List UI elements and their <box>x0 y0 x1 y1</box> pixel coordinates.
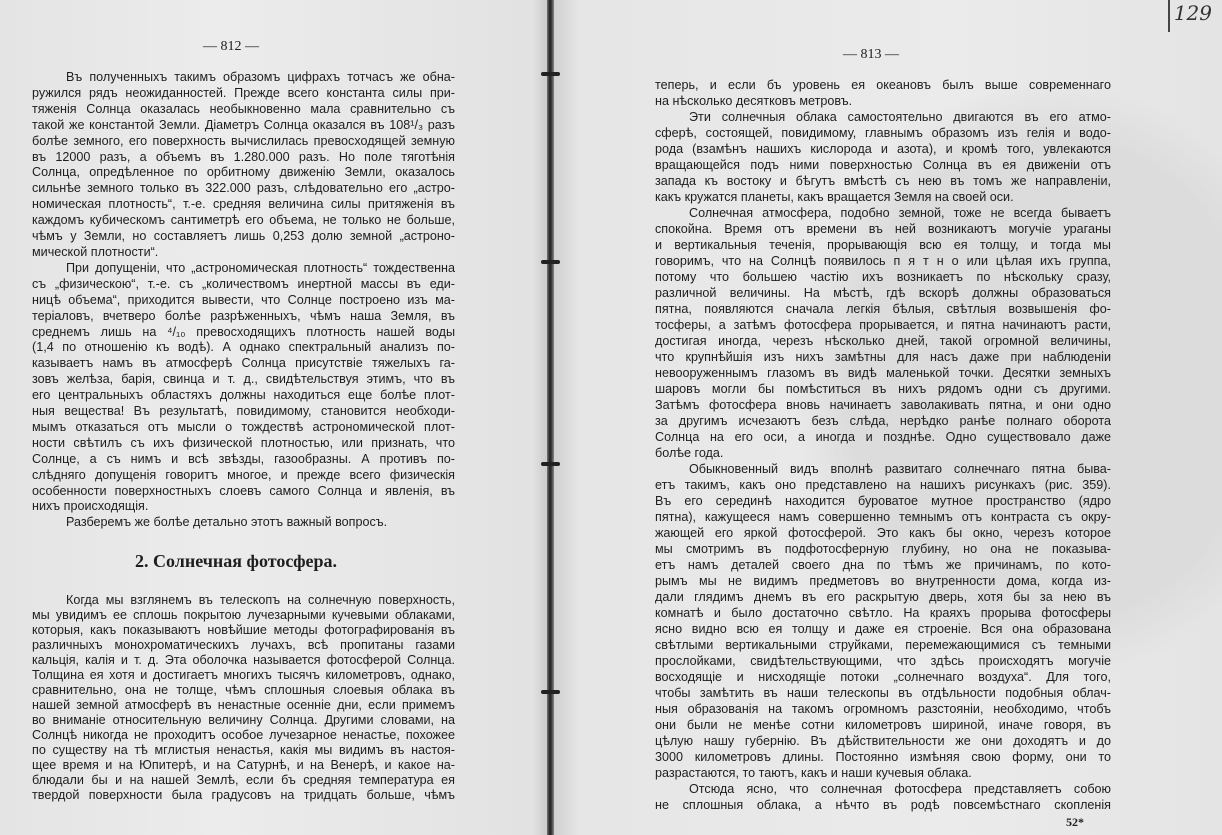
binding-stitch <box>541 260 560 264</box>
text-line: (1,4 по отношенію къ водѣ). А однако спектральный анализъ по- <box>32 340 455 355</box>
text-line: Эти солнечныя облака самостоятельно двигаются въ его атмо- <box>689 110 1111 124</box>
text-line: ясно видно всю ея толщу и даже ея строеніе. Вся она образована <box>655 622 1111 636</box>
paragraph <box>655 461 1111 781</box>
book-spine <box>547 0 554 835</box>
paragraph <box>655 205 1111 461</box>
text-line: сильнѣе земного только въ 322.000 разъ, слѣдовательно его „астро- <box>32 181 455 196</box>
text-line: ныя образованія на такомъ огромномъ разстояніи, необходимо, чтобъ <box>655 702 1111 716</box>
text-line: рымъ мы не видимъ предметовъ во внутренности дома, когда из- <box>655 574 1111 588</box>
text-line: мы увидимъ ее сплошь покрытою лучезарными кучевыми облаками, <box>32 608 455 622</box>
text-line: мы смотримъ въ подфотосферную глубину, но она не показыва- <box>655 542 1111 556</box>
text-line: болѣе земного, его поверхность вычислилась превосходящей земную <box>32 133 455 148</box>
text-line: на нѣсколько десятковъ метровъ. <box>655 94 853 108</box>
text-line: свѣтлыми вертикальными струйками, перемежающимися съ темными <box>655 638 1111 652</box>
text-line: теріаловъ, вчетверо болѣе разрѣженныхъ, чѣмъ наша Земля, въ <box>32 308 455 323</box>
text-line: жающей его яркой фотосферой. Это какъ бы окно, черезъ которое <box>655 526 1111 540</box>
paragraph <box>655 781 1111 813</box>
text-line: сравнительно, она не толще, чѣмъ сплошныя слоевыя облака въ <box>32 683 455 697</box>
paragraph <box>32 515 455 531</box>
text-line: Солнечная атмосфера, подобно земной, тоже не всегда бываетъ <box>689 206 1111 220</box>
text-line: пятна), кажущееся намъ совершенно темнымъ отъ контраста съ окру- <box>655 510 1111 524</box>
text-line: тяженія Солнца оказалась необыкновенно мала сравнительно съ <box>32 101 455 116</box>
text-line: етъ такимъ, какъ оно представлено на нашихъ рисункахъ (рис. 359). <box>655 478 1111 492</box>
page-number: — 813 — <box>843 47 899 62</box>
binding-stitch <box>541 462 560 466</box>
text-line: дали глядимъ днемъ въ его раскрытую дверь, хотя бы за нею въ <box>655 590 1111 604</box>
text-line: во вниманіе относительную величину Солнца. Другими словами, на <box>32 713 455 727</box>
text-line: кальція, калія и т. д. Эта оболочка называется фотосферой Солнца. <box>32 653 455 667</box>
text-line: Солнца, опредѣленное по орбитному движенію Земли, оказалось <box>32 165 455 180</box>
text-line: мической плотности“. <box>32 244 159 259</box>
text-line: При допущеніи, что „астрономическая плотность“ тождественна <box>66 260 455 275</box>
text-line: Въ полученныхъ такимъ образомъ цифрахъ тотчасъ же обна- <box>66 70 455 84</box>
text-line: такой же константой Земли. Діаметръ Солнца оказался въ 108¹/₃ разъ <box>32 117 455 132</box>
text-line: ружился рядъ неожиданностей. Прежде всего константа силы при- <box>32 85 455 100</box>
text-line: ницѣ объема“, приходится вывести, что Солнце построено изъ ма- <box>32 292 455 307</box>
text-line: блюдали бы и на нашей Землѣ, если бъ средняя температура ея <box>32 773 455 787</box>
text-line: мымъ отказаться отъ мысли о тождествѣ астрономической плот- <box>32 419 455 434</box>
text-line: различной величины. На мѣстѣ, гдѣ вскорѣ должны образоваться <box>655 286 1111 300</box>
text-line: прослойками, свидѣтельствующими, что здѣсь происходятъ могучіе <box>655 654 1111 668</box>
text-line: и вертикальныя теченія, прорывающія всю ея толщу, и тогда мы <box>655 238 1111 252</box>
signature-mark: 52* <box>1066 815 1084 829</box>
binding-stitch <box>541 690 560 694</box>
text-line: чѣмъ у Земли, но составляетъ лишь 0,253 долю земной „астроно- <box>32 229 455 244</box>
text-line: запада къ востоку и бѣгутъ вмѣстѣ съ нею въ томъ же направленіи, <box>655 174 1111 188</box>
text-line: различныхъ монохроматическихъ лучахъ, всѣ пропитаны газами <box>32 638 455 652</box>
text-block <box>655 77 1111 813</box>
text-line: въ 12000 разъ, а объемъ въ 1.280.000 разъ. Но поле тяготѣнія <box>32 149 455 164</box>
text-line: каждомъ кубическомъ сантиметрѣ его объема, не только не больше, <box>32 213 455 228</box>
text-line: Солнце, а съ нимъ и всѣ звѣзды, газообразны. А противъ по- <box>32 451 455 466</box>
text-block <box>32 593 455 803</box>
text-line: теперь, и если бъ уровень ея океановъ былъ выше современнаго <box>655 78 1111 92</box>
text-line: Когда мы взглянемъ въ телескопъ на солнечную поверхность, <box>66 593 455 607</box>
text-line: чтобы замѣтить въ наши телескопы въ отдѣльности подобныя облач- <box>655 686 1111 700</box>
text-line: комнатѣ и было достаточно свѣтло. На краяхъ прорыва фотосферы <box>655 606 1111 620</box>
text-line: восходящіе и нисходящіе потоки „солнечнаго воздуха“. Для того, <box>655 670 1111 684</box>
text-line: какъ кружатся планеты, какъ вращается Земля на своей оси. <box>655 190 1014 204</box>
text-line: шаровъ могли бы помѣститься въ нихъ рядомъ одни съ другими. <box>655 382 1111 396</box>
text-line: Затѣмъ фотосфера вновь начинаетъ заволакивать пятна, и они одно <box>655 398 1111 412</box>
text-line: по существу на тѣ мглистыя ненастья, какія мы видимъ въ настоя- <box>32 743 455 757</box>
text-line: особенности поверхностныхъ слоевъ самого Солнца и явленія, въ <box>32 483 455 498</box>
text-line: нашей земной атмосферѣ въ ненастные осенніе дни, если примемъ <box>32 698 455 712</box>
text-line: номическая плотность“, т.-е. средняя величина силы притяженія въ <box>32 197 455 212</box>
text-line: ныя вещества! Въ результатѣ, повидимому, становится необходи- <box>32 404 455 419</box>
text-line: Въ его серединѣ находится буроватое мутное пространство (ядро <box>655 494 1111 508</box>
text-line: Солнца на его оси, а иногда и позднѣе. Одно существовало даже <box>655 430 1111 444</box>
text-line: за другимъ исчезаютъ безъ слѣда, нерѣдко ранѣе полнаго оборота <box>655 414 1111 428</box>
text-line: нихъ происходящія. <box>32 499 149 514</box>
right-page <box>553 0 1222 835</box>
section-heading: 2. Солнечная фотосфера. <box>135 551 338 571</box>
paragraph <box>655 109 1111 205</box>
text-block <box>32 70 455 531</box>
text-line: они были не менѣе сотни километровъ шириной, иначе говоря, въ <box>655 718 1111 732</box>
paragraph <box>32 70 455 261</box>
text-line: вращающейся подъ ними поверхностью Солнца въ ея движеніи отъ <box>655 158 1111 172</box>
text-line: среднемъ лишь на ⁴/₁₀ превосходящихъ плотность нашей воды <box>32 324 455 339</box>
text-line: слѣдняго допущенія говоритъ многое, и прежде всего физическія <box>32 467 455 482</box>
text-line: достигая иногда, черезъ нѣсколько дней, такой огромной величины, <box>655 334 1111 348</box>
paragraph <box>655 77 1111 109</box>
text-line: говоримъ, что на Солнцѣ появилось п я т н о или цѣлая ихъ группа, <box>655 254 1111 268</box>
page-number: — 812 — <box>203 39 259 54</box>
text-line: казываетъ намъ въ атмосферѣ Солнца присутствіе тяжелыхъ га- <box>32 356 455 371</box>
text-line: цѣлую нашу губернію. Въ дѣйствительности же они доходятъ и до <box>655 734 1111 748</box>
text-line: его центральныхъ областяхъ должны находиться еще болѣе плот- <box>32 388 455 403</box>
handwritten-page-number: 129 <box>1168 0 1212 32</box>
text-line: не сплошныя облака, а нѣчто въ родѣ повсемѣстнаго скопленія <box>655 798 1111 812</box>
binding-stitch <box>541 72 560 76</box>
text-line: Обыкновенный видъ вполнѣ развитаго солнечнаго пятна быва- <box>689 462 1111 476</box>
text-line: рода (взамѣнъ нашихъ кислорода и азота), и кромѣ того, увлекаются <box>655 142 1111 156</box>
text-line: Отсюда ясно, что солнечная фотосфера представляетъ собою <box>689 782 1111 796</box>
text-line: тосферы, а затѣмъ фотосфера прорывается, и пятна начинаютъ расти, <box>655 318 1111 332</box>
text-line: съ „физическою“, т.-е. съ „количествомъ инертной массы въ еди- <box>32 276 455 291</box>
text-line: твердой поверхности была градусовъ на тридцать больше, чѣмъ <box>32 788 455 802</box>
text-line: пятна, появляются сначала легкія бѣлыя, свѣтлыя возвышенія фо- <box>655 302 1111 316</box>
text-line: етъ намъ деталей своего дна по тѣмъ же причинамъ, по кото- <box>655 558 1111 572</box>
text-line: что крупнѣйшія изъ нихъ замѣтны для насъ даже при наблюденіи <box>655 350 1111 364</box>
text-line: Солнцѣ никогда не проходитъ особое лучезарное ненастье, похожее <box>32 728 455 742</box>
text-line: зовъ желѣза, барія, свинца и т. д., свидѣтельствуя этимъ, что въ <box>32 372 455 387</box>
paragraph <box>32 593 455 803</box>
text-line: болѣе года. <box>655 446 724 460</box>
text-line: потому что большею частію ихъ возникаетъ по нѣскольку сразу, <box>655 270 1111 284</box>
left-page <box>0 0 549 835</box>
text-line: 3000 километровъ длины. Постоянно измѣняя свою форму, они то <box>655 750 1111 764</box>
paragraph <box>32 261 455 516</box>
text-line: которыя, какъ показываютъ новѣйшие методы фотографированія въ <box>32 623 455 637</box>
text-line: разрастаются, то таютъ, какъ и наши кучевыя облака. <box>655 766 972 780</box>
text-line: спокойна. Время отъ времени въ ней возникаютъ могучіе ураганы <box>655 222 1111 236</box>
text-line: Толщина ея хотя и достигаетъ многихъ тысячъ километровъ, однако, <box>32 668 455 682</box>
text-line: невооруженнымъ глазомъ въ видѣ маленькой точки. Десятки земныхъ <box>655 366 1111 380</box>
text-line: Разберемъ же болѣе детально этотъ важный вопросъ. <box>66 515 388 530</box>
text-line: щее время и на Юпитерѣ, и на Сатурнѣ, и на Венерѣ, и какое на- <box>32 758 455 772</box>
text-line: ности свѣтилъ съ ихъ физической плотностью, или признать, что <box>32 435 455 450</box>
text-line: сферѣ, состоящей, повидимому, главнымъ образомъ изъ гелія и водо- <box>655 126 1111 140</box>
